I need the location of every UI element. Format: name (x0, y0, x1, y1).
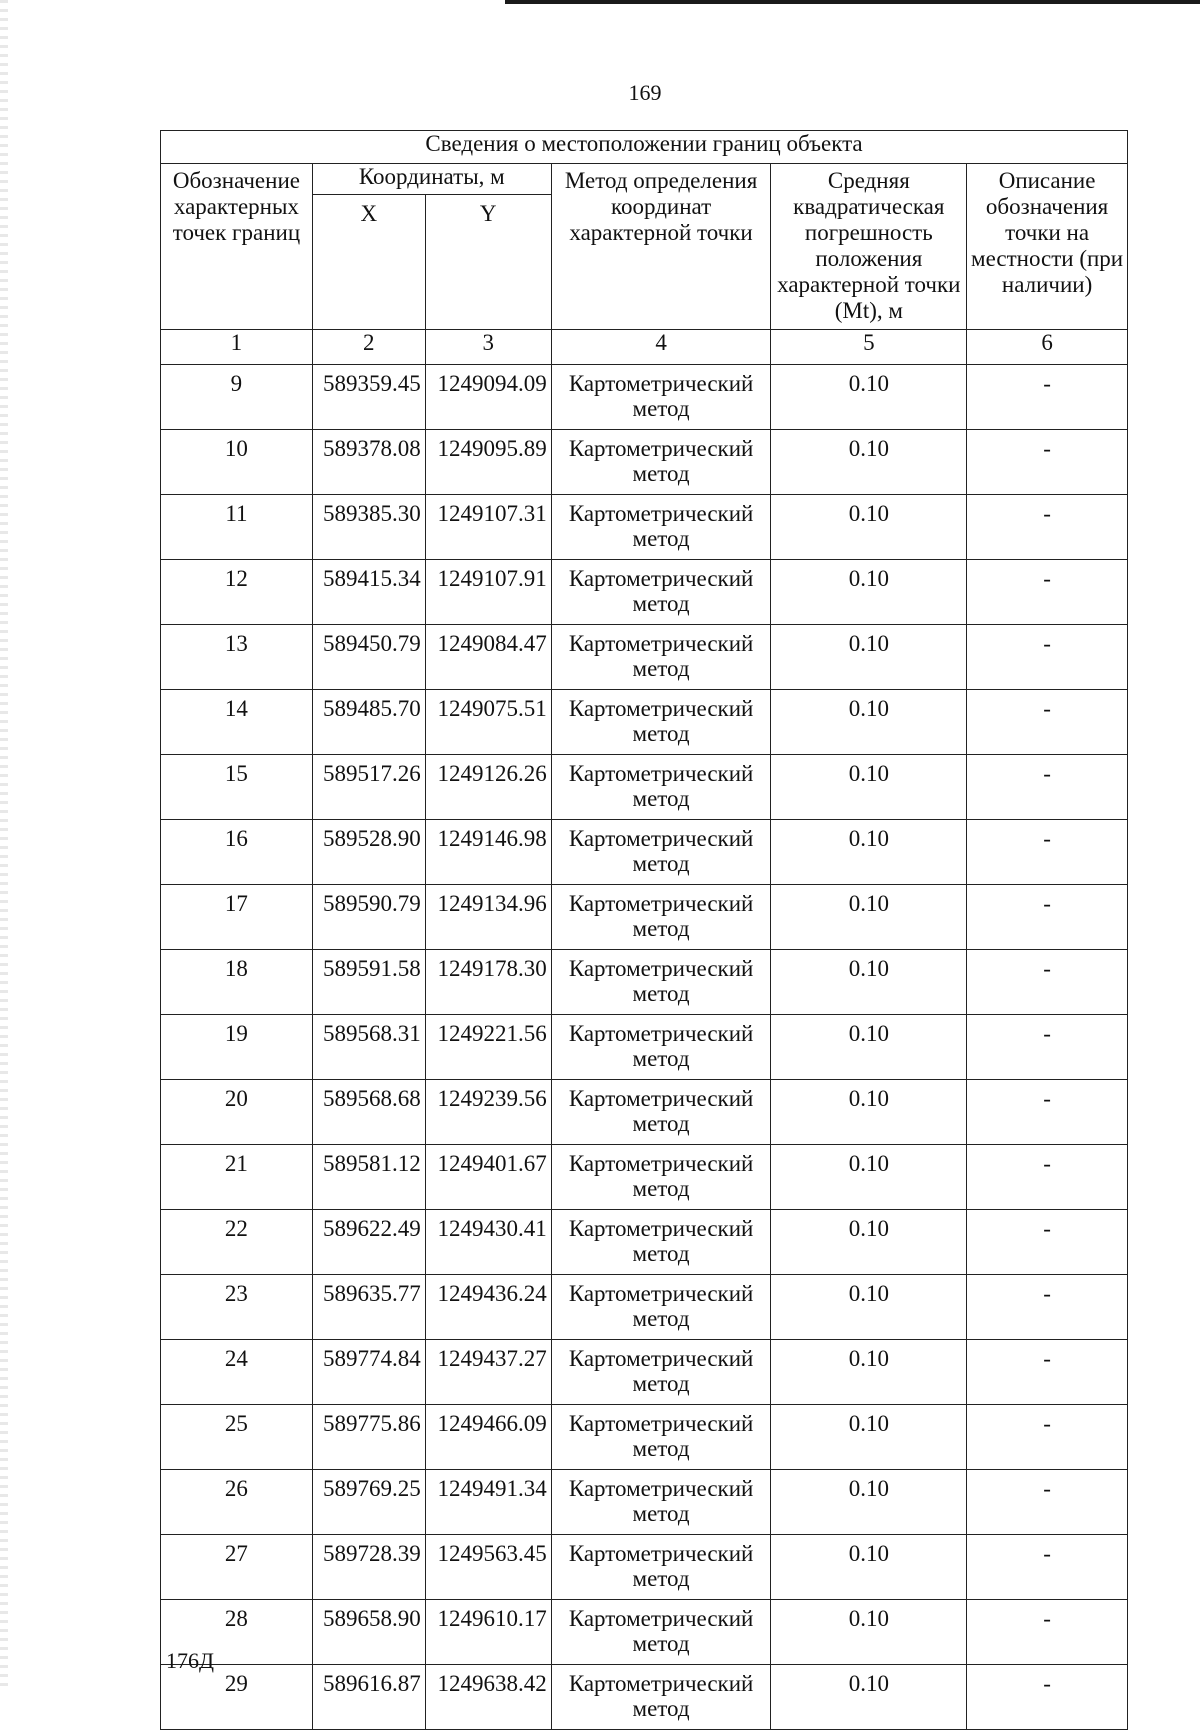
table-row (161, 1600, 1128, 1665)
document-code: 176Д (166, 1648, 215, 1673)
table-row (161, 430, 1128, 495)
x-coordinate-cell: 589450.79 (312, 625, 425, 690)
accuracy-cell: 0.10 (771, 1145, 967, 1210)
accuracy-cell: 0.10 (771, 820, 967, 885)
table-row (161, 495, 1128, 560)
point-number-cell: 25 (161, 1405, 313, 1470)
top-edge-rule (505, 0, 1200, 4)
method-cell: Картометрический метод (551, 1210, 771, 1275)
table-row (161, 1405, 1128, 1470)
table-row (161, 1665, 1128, 1730)
y-coordinate-cell: 1249638.42 (425, 1665, 551, 1730)
table-row (161, 1210, 1128, 1275)
description-cell: - (967, 1145, 1128, 1210)
point-number-cell: 22 (161, 1210, 313, 1275)
x-coordinate-cell: 589591.58 (312, 950, 425, 1015)
header-accuracy: Средняя квадратическая погрешность положения характерной точки (Mt), м (771, 164, 967, 330)
method-cell: Картометрический метод (551, 1470, 771, 1535)
accuracy-cell: 0.10 (771, 1275, 967, 1340)
y-coordinate-cell: 1249401.67 (425, 1145, 551, 1210)
description-cell: - (967, 430, 1128, 495)
y-coordinate-cell: 1249075.51 (425, 690, 551, 755)
description-cell: - (967, 1015, 1128, 1080)
x-coordinate-cell: 589775.86 (312, 1405, 425, 1470)
column-number: 5 (771, 330, 967, 365)
y-coordinate-cell: 1249084.47 (425, 625, 551, 690)
y-coordinate-cell: 1249095.89 (425, 430, 551, 495)
x-coordinate-cell: 589616.87 (312, 1665, 425, 1730)
accuracy-cell: 0.10 (771, 625, 967, 690)
description-cell: - (967, 1600, 1128, 1665)
method-cell: Картометрический метод (551, 1145, 771, 1210)
table-row (161, 1535, 1128, 1600)
point-number-cell: 12 (161, 560, 313, 625)
point-number-cell: 18 (161, 950, 313, 1015)
accuracy-cell: 0.10 (771, 1080, 967, 1145)
y-coordinate-cell: 1249221.56 (425, 1015, 551, 1080)
method-cell: Картометрический метод (551, 755, 771, 820)
header-description: Описание обозначения точки на местности (при наличии) (967, 164, 1128, 330)
x-coordinate-cell: 589385.30 (312, 495, 425, 560)
accuracy-cell: 0.10 (771, 755, 967, 820)
point-number-cell: 21 (161, 1145, 313, 1210)
y-coordinate-cell: 1249094.09 (425, 365, 551, 430)
table-row (161, 365, 1128, 430)
point-number-cell: 9 (161, 365, 313, 430)
y-coordinate-cell: 1249178.30 (425, 950, 551, 1015)
method-cell: Картометрический метод (551, 950, 771, 1015)
y-coordinate-cell: 1249491.34 (425, 1470, 551, 1535)
description-cell: - (967, 1470, 1128, 1535)
method-cell: Картометрический метод (551, 820, 771, 885)
column-number: 1 (161, 330, 313, 365)
point-number-cell: 13 (161, 625, 313, 690)
x-coordinate-cell: 589581.12 (312, 1145, 425, 1210)
table-row (161, 755, 1128, 820)
point-number-cell: 14 (161, 690, 313, 755)
accuracy-cell: 0.10 (771, 1340, 967, 1405)
method-cell: Картометрический метод (551, 560, 771, 625)
x-coordinate-cell: 589658.90 (312, 1600, 425, 1665)
table-row (161, 560, 1128, 625)
table-row (161, 1275, 1128, 1340)
y-coordinate-cell: 1249563.45 (425, 1535, 551, 1600)
y-coordinate-cell: 1249107.91 (425, 560, 551, 625)
method-cell: Картометрический метод (551, 1275, 771, 1340)
description-cell: - (967, 560, 1128, 625)
accuracy-cell: 0.10 (771, 1600, 967, 1665)
x-coordinate-cell: 589517.26 (312, 755, 425, 820)
x-coordinate-cell: 589378.08 (312, 430, 425, 495)
description-cell: - (967, 1340, 1128, 1405)
description-cell: - (967, 755, 1128, 820)
point-number-cell: 16 (161, 820, 313, 885)
point-number-cell: 10 (161, 430, 313, 495)
column-number: 6 (967, 330, 1128, 365)
header-method: Метод определения координат характерной точки (551, 164, 771, 330)
table-caption: Сведения о местоположении границ объекта (161, 131, 1128, 164)
accuracy-cell: 0.10 (771, 1665, 967, 1730)
description-cell: - (967, 1535, 1128, 1600)
table-row (161, 1340, 1128, 1405)
point-number-cell: 11 (161, 495, 313, 560)
point-number-cell: 28 (161, 1600, 313, 1665)
table-row (161, 690, 1128, 755)
x-coordinate-cell: 589728.39 (312, 1535, 425, 1600)
y-coordinate-cell: 1249610.17 (425, 1600, 551, 1665)
column-number: 2 (312, 330, 425, 365)
accuracy-cell: 0.10 (771, 430, 967, 495)
x-coordinate-cell: 589359.45 (312, 365, 425, 430)
description-cell: - (967, 1665, 1128, 1730)
description-cell: - (967, 1210, 1128, 1275)
method-cell: Картометрический метод (551, 1015, 771, 1080)
description-cell: - (967, 885, 1128, 950)
accuracy-cell: 0.10 (771, 365, 967, 430)
method-cell: Картометрический метод (551, 625, 771, 690)
description-cell: - (967, 365, 1128, 430)
header-coordinates: Координаты, м (312, 164, 551, 195)
point-number-cell: 27 (161, 1535, 313, 1600)
column-number-row (161, 330, 1128, 365)
header-y: Y (425, 195, 551, 330)
table-row (161, 885, 1128, 950)
boundary-coordinates-table (160, 130, 1128, 1730)
y-coordinate-cell: 1249466.09 (425, 1405, 551, 1470)
x-coordinate-cell: 589485.70 (312, 690, 425, 755)
table-row (161, 1470, 1128, 1535)
point-number-cell: 24 (161, 1340, 313, 1405)
method-cell: Картометрический метод (551, 885, 771, 950)
accuracy-cell: 0.10 (771, 1405, 967, 1470)
point-number-cell: 17 (161, 885, 313, 950)
y-coordinate-cell: 1249436.24 (425, 1275, 551, 1340)
table-row (161, 820, 1128, 885)
point-number-cell: 15 (161, 755, 313, 820)
table-row (161, 1080, 1128, 1145)
method-cell: Картометрический метод (551, 1405, 771, 1470)
page-number: 169 (628, 80, 662, 105)
description-cell: - (967, 820, 1128, 885)
y-coordinate-cell: 1249239.56 (425, 1080, 551, 1145)
description-cell: - (967, 1275, 1128, 1340)
x-coordinate-cell: 589590.79 (312, 885, 425, 950)
y-coordinate-cell: 1249430.41 (425, 1210, 551, 1275)
method-cell: Картометрический метод (551, 1665, 771, 1730)
method-cell: Картометрический метод (551, 1340, 771, 1405)
table-row (161, 950, 1128, 1015)
table-row (161, 625, 1128, 690)
y-coordinate-cell: 1249126.26 (425, 755, 551, 820)
method-cell: Картометрический метод (551, 430, 771, 495)
y-coordinate-cell: 1249107.31 (425, 495, 551, 560)
x-coordinate-cell: 589528.90 (312, 820, 425, 885)
x-coordinate-cell: 589415.34 (312, 560, 425, 625)
method-cell: Картометрический метод (551, 1535, 771, 1600)
accuracy-cell: 0.10 (771, 560, 967, 625)
accuracy-cell: 0.10 (771, 690, 967, 755)
description-cell: - (967, 495, 1128, 560)
y-coordinate-cell: 1249134.96 (425, 885, 551, 950)
x-coordinate-cell: 589769.25 (312, 1470, 425, 1535)
header-x: X (312, 195, 425, 330)
point-number-cell: 23 (161, 1275, 313, 1340)
accuracy-cell: 0.10 (771, 1210, 967, 1275)
y-coordinate-cell: 1249437.27 (425, 1340, 551, 1405)
x-coordinate-cell: 589568.31 (312, 1015, 425, 1080)
accuracy-cell: 0.10 (771, 495, 967, 560)
scan-left-edge (0, 0, 8, 1686)
point-number-cell: 19 (161, 1015, 313, 1080)
accuracy-cell: 0.10 (771, 885, 967, 950)
description-cell: - (967, 625, 1128, 690)
x-coordinate-cell: 589774.84 (312, 1340, 425, 1405)
x-coordinate-cell: 589568.68 (312, 1080, 425, 1145)
description-cell: - (967, 1080, 1128, 1145)
table-row (161, 1145, 1128, 1210)
x-coordinate-cell: 589635.77 (312, 1275, 425, 1340)
accuracy-cell: 0.10 (771, 1470, 967, 1535)
description-cell: - (967, 690, 1128, 755)
point-number-cell: 26 (161, 1470, 313, 1535)
accuracy-cell: 0.10 (771, 1015, 967, 1080)
description-cell: - (967, 1405, 1128, 1470)
method-cell: Картометрический метод (551, 1600, 771, 1665)
method-cell: Картометрический метод (551, 690, 771, 755)
method-cell: Картометрический метод (551, 365, 771, 430)
column-number: 3 (425, 330, 551, 365)
accuracy-cell: 0.10 (771, 1535, 967, 1600)
point-number-cell: 29 (161, 1665, 313, 1730)
column-number: 4 (551, 330, 771, 365)
accuracy-cell: 0.10 (771, 950, 967, 1015)
header-point-designation: Обозначение характерных точек границ (161, 164, 313, 330)
method-cell: Картометрический метод (551, 495, 771, 560)
description-cell: - (967, 950, 1128, 1015)
y-coordinate-cell: 1249146.98 (425, 820, 551, 885)
x-coordinate-cell: 589622.49 (312, 1210, 425, 1275)
point-number-cell: 20 (161, 1080, 313, 1145)
method-cell: Картометрический метод (551, 1080, 771, 1145)
table-row (161, 1015, 1128, 1080)
